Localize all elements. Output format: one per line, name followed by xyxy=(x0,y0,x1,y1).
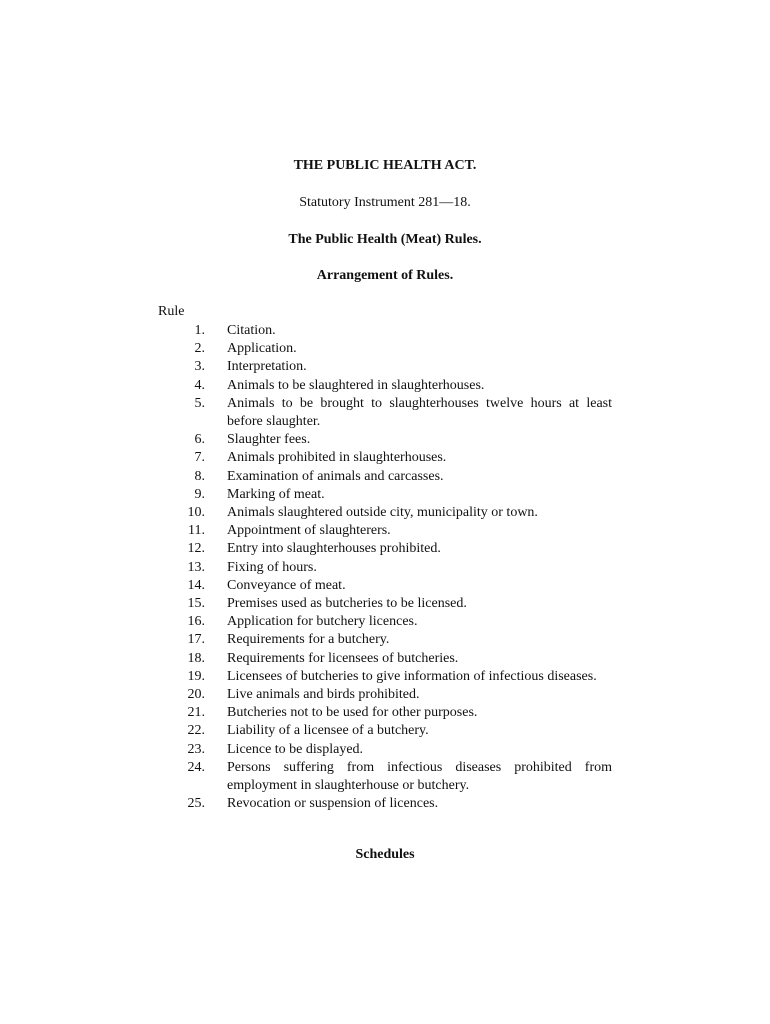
rule-title: Animals to be brought to slaughterhouses twelve hours at least before slaughter. xyxy=(227,395,612,430)
rule-number: 6. xyxy=(194,432,205,448)
rule-number: 24. xyxy=(187,759,205,775)
rule-title: Licensees of butcheries to give information of infectious diseases. xyxy=(227,668,597,684)
rule-number: 10. xyxy=(187,505,205,521)
rule-number: 25. xyxy=(187,796,205,812)
rule-title: Requirements for a butchery. xyxy=(227,632,390,648)
rule-item xyxy=(180,486,612,504)
rule-item xyxy=(180,540,612,558)
rule-title: Animals slaughtered outside city, municipality or town. xyxy=(227,505,538,521)
rule-item xyxy=(180,358,612,376)
rules-title: The Public Health (Meat) Rules. xyxy=(288,232,482,247)
rule-title: Examination of animals and carcasses. xyxy=(227,468,444,484)
schedules-heading: Schedules xyxy=(355,847,415,862)
rule-item xyxy=(180,577,612,595)
rule-item xyxy=(180,559,612,577)
rule-number: 9. xyxy=(194,486,205,502)
rule-title: Fixing of hours. xyxy=(227,559,317,575)
rule-title: Butcheries not to be used for other purposes. xyxy=(227,705,478,721)
rule-item xyxy=(180,795,612,813)
rule-item xyxy=(180,704,612,722)
rule-item xyxy=(180,741,612,759)
rule-number: 8. xyxy=(194,468,205,484)
rule-item xyxy=(180,377,612,395)
rule-item xyxy=(180,468,612,486)
rule-title: Live animals and birds prohibited. xyxy=(227,687,420,703)
rule-item xyxy=(180,631,612,649)
rule-title: Animals prohibited in slaughterhouses. xyxy=(227,450,447,466)
rule-item xyxy=(180,449,612,467)
act-title: THE PUBLIC HEALTH ACT. xyxy=(293,158,477,173)
rule-number: 2. xyxy=(194,341,205,357)
rule-item xyxy=(180,322,612,340)
rule-title: Application. xyxy=(227,341,297,357)
rule-title: Citation. xyxy=(227,323,276,338)
rule-item xyxy=(180,613,612,631)
rule-number: 18. xyxy=(187,650,205,666)
rule-item xyxy=(180,522,612,540)
rule-number: 12. xyxy=(187,541,205,557)
rule-item xyxy=(180,340,612,358)
rule-number: 20. xyxy=(187,687,205,703)
rule-item xyxy=(180,395,612,431)
rule-item xyxy=(180,504,612,522)
rule-title: Persons suffering from infectious diseases prohibited from employment in slaughterhouse or butchery. xyxy=(227,759,612,794)
rule-number: 5. xyxy=(194,395,205,411)
rule-title: Application for butchery licences. xyxy=(227,614,418,630)
rule-number: 7. xyxy=(194,450,205,466)
rule-number: 23. xyxy=(187,741,205,757)
rule-title: Conveyance of meat. xyxy=(227,577,346,593)
rule-number: 16. xyxy=(187,614,205,630)
instrument-number: Statutory Instrument 281—18. xyxy=(299,195,471,210)
rule-number: 4. xyxy=(194,377,205,393)
rule-title: Slaughter fees. xyxy=(227,432,311,448)
rule-item xyxy=(180,686,612,704)
rule-number: 3. xyxy=(194,359,205,375)
rule-number: 1. xyxy=(194,323,205,338)
rule-item xyxy=(180,431,612,449)
rule-number: 11. xyxy=(188,523,205,539)
rule-title: Liability of a licensee of a butchery. xyxy=(227,723,429,739)
rule-number: 21. xyxy=(187,705,205,721)
rule-title: Marking of meat. xyxy=(227,486,325,502)
rule-title: Appointment of slaughterers. xyxy=(227,523,391,539)
rule-item xyxy=(180,759,612,795)
rule-title: Animals to be slaughtered in slaughterhouses. xyxy=(227,377,485,393)
rule-title: Revocation or suspension of licences. xyxy=(227,796,439,812)
rule-number: 19. xyxy=(187,668,205,684)
rule-column-label: Rule xyxy=(158,304,185,319)
arrangement-heading: Arrangement of Rules. xyxy=(316,268,454,283)
rule-item xyxy=(180,595,612,613)
rule-title: Licence to be displayed. xyxy=(227,741,364,757)
rule-item xyxy=(180,668,612,686)
rule-title: Premises used as butcheries to be licensed. xyxy=(227,596,467,612)
rule-title: Entry into slaughterhouses prohibited. xyxy=(227,541,441,557)
rule-number: 22. xyxy=(187,723,205,739)
rule-number: 17. xyxy=(187,632,205,648)
rule-item xyxy=(180,650,612,668)
rule-number: 14. xyxy=(187,577,205,593)
rule-number: 13. xyxy=(187,559,205,575)
rule-number: 15. xyxy=(187,596,205,612)
rule-title: Interpretation. xyxy=(227,359,307,375)
rules-list xyxy=(180,322,612,813)
rule-title: Requirements for licensees of butcheries. xyxy=(227,650,459,666)
rule-item xyxy=(180,722,612,740)
